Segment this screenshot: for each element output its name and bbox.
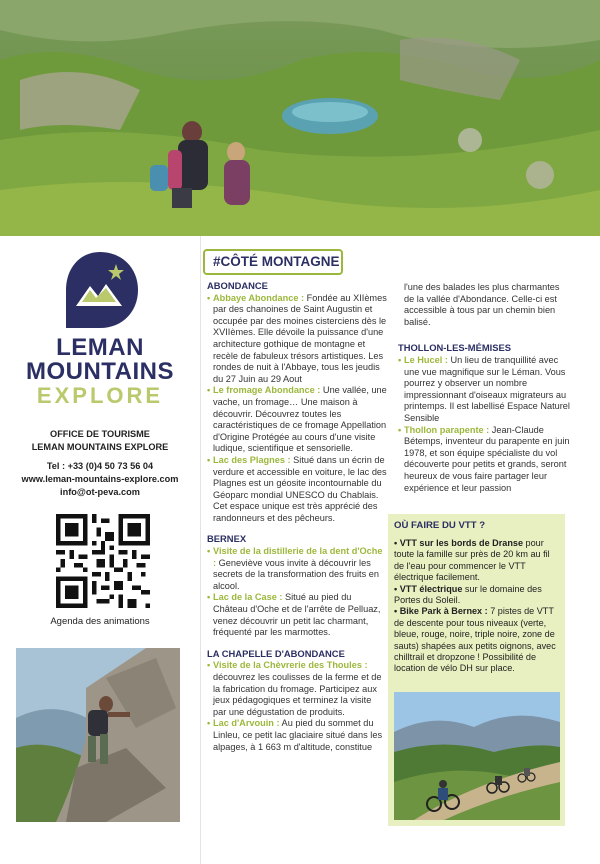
left-column xyxy=(0,236,200,864)
list-item: • Le fromage Abondance : Une vallée, une vache, un fromage… Une maison à découvrir. Découvrez toutes les caractéristiques de ce fromage Appellation d'Origine Protégée au cours d'une visite ludique, scientifique et sensorielle. xyxy=(207,385,387,455)
list-item: • Lac des Plagnes : Situé dans un écrin de verdure et accessible en voiture, le lac des Plagnes est un géosite incontournable du Géoparc mondial UNESCO du Chablais. Cet espace unique est très apprécié des randonneurs et des pêcheurs. xyxy=(207,455,387,525)
climber-photo xyxy=(16,648,180,822)
abondance-heading: ABONDANCE xyxy=(207,280,268,291)
mountain-bikers-photo xyxy=(394,692,560,820)
bernex-heading: BERNEX xyxy=(207,533,247,545)
list-item: • Thollon parapente : Jean-Claude Bétemps, inventeur du parapente en juin 1978, et son équipe spécialiste du vol découverte pour petits et grands, seront heureux de vous faire partager leur expérience et leur passion xyxy=(398,425,570,495)
qr-caption: Agenda des animations xyxy=(50,616,150,627)
office-email[interactable]: info@ot-peva.com xyxy=(60,487,140,497)
chapelle-continuation: l'une des balades les plus charmantes de la vallée d'Abondance. Celle-ci est accessible à tous par un chemin bien balisé. xyxy=(404,282,560,327)
list-item: • Lac d'Arvouin : Au pied du sommet du Linleu, ce petit lac glaciaire situé dans les alpages, à 1 663 m d'altitude, constitue xyxy=(207,718,387,753)
list-item: • Visite de la distillerie de la dent d'Oche : Geneviève vous invite à découvrir les secrets de la transformation des fruits en alcool. xyxy=(207,546,387,592)
section-badge: #CÔTÉ MONTAGNE xyxy=(203,249,343,275)
chapelle-heading: LA CHAPELLE D'ABONDANCE xyxy=(207,647,345,659)
list-item: • Visite de la Chèvrerie des Thoules : découvrez les coulisses de la ferme et de la fabrication du fromage. Participez aux jeux pédagogiques et terminez la visite par une dégustation de produits. xyxy=(207,660,387,718)
qr-code-icon[interactable] xyxy=(56,514,150,608)
office-title: OFFICE DE TOURISME xyxy=(50,429,150,439)
vtt-item: • Bike Park à Bernex : 7 pistes de VTT de descente pour tous niveaux (verte, bleue, rouge, noire, triple noire, zone de sauts) shapées aux petits oignons, avec chilltrail et dropzone ! Possibilité de location de vélo DH sur place. xyxy=(394,606,556,674)
mountain-logo-icon xyxy=(60,250,140,330)
vtt-title: OÙ FAIRE DU VTT ? xyxy=(394,520,486,531)
list-item: • Lac de la Case : Situé au pied du Château d'Oche et de l'arrête de Pelluaz, venez découvrir un petit lac charmant, fréquenté par les marmottes. xyxy=(207,592,387,638)
column-divider xyxy=(200,236,201,864)
thollon-heading: THOLLON-LES-MÉMISES xyxy=(398,342,512,354)
logo-line-1: LEMAN xyxy=(56,334,144,361)
list-item: • Abbaye Abondance : Fondée au XIIèmes par des chanoines de Saint Augustin et occupée par des moines cisterciens dès le XVIIèmes. Elle dévoile la puissance d'une architecture gothique de montagne et recèle de fabuleux trésors artistiques. Les rondes de nuit à l'Abbaye, tous les jeudis du 27 Juin au 29 Aout xyxy=(207,293,387,386)
office-subtitle: LEMAN MOUNTAINS EXPLORE xyxy=(31,442,169,452)
office-phone: Tel : +33 (0)4 50 73 56 04 xyxy=(46,461,154,471)
middle-column xyxy=(207,280,387,753)
logo-line-3: EXPLORE xyxy=(36,383,164,408)
office-contact xyxy=(0,428,200,499)
right-column xyxy=(398,236,570,494)
logo-line-2: MOUNTAINS xyxy=(25,358,175,385)
list-item: • Le Hucel : Un lieu de tranquillité avec une vue magnifique sur le Léman. Vous pourrez y observer un nombre impressionnant d'oiseaux migrateurs au printemps. Il est labellisé Espace Naturel Sensible xyxy=(398,355,570,425)
vtt-body xyxy=(394,538,560,675)
vtt-item: • VTT électrique sur le domaine des Portes du Soleil. xyxy=(394,583,542,606)
hero-photo-hikers-lake xyxy=(0,0,600,236)
vtt-info-box xyxy=(388,514,565,826)
office-website[interactable]: www.leman-mountains-explore.com xyxy=(21,474,179,484)
vtt-item: • VTT sur les bords de Dranse pour toute la famille sur près de 20 km au fil de l'eau pour commencer le VTT électrique facilement. xyxy=(394,538,550,583)
leman-mountains-logo xyxy=(0,250,200,408)
